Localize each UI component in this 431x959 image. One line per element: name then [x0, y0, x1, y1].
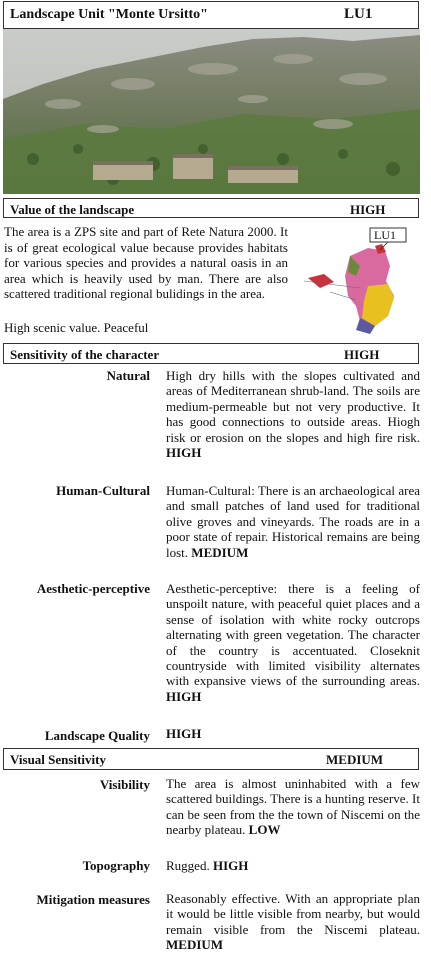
- visibility-text: The area is almost uninhabited with a few scattered buildings. There is a hunting reserve. It can be seen from the the town of Niscemi on the nearby plateau.: [166, 776, 420, 838]
- topography-value: HIGH: [212, 858, 249, 873]
- sensitivity-section-label: Sensitivity of the character: [10, 347, 160, 362]
- value-section-header: [3, 198, 419, 218]
- natural-value: HIGH: [166, 445, 202, 461]
- mitigation-value: MEDIUM: [166, 937, 224, 953]
- scenic-value: High scenic value. Peaceful: [4, 320, 149, 335]
- topography-text: Rugged.: [166, 858, 210, 873]
- aesthetic-text: Aesthetic-perceptive: there is a feeling of unspoilt nature, with peaceful quiet places and a sense of isolation with white rocky outcrops alternating with green vegetation. The character of the country is accentuated. Closeknit countryside with limited visibility alternates with expansive views of the surrounding areas.: [166, 581, 420, 689]
- visual-section-rating: MEDIUM: [326, 752, 384, 767]
- natural-description: [166, 368, 420, 460]
- landscape-photo: [3, 29, 420, 194]
- aesthetic-value: HIGH: [166, 688, 202, 704]
- value-section-rating: HIGH: [350, 202, 386, 217]
- map-label: LU1: [374, 228, 396, 242]
- value-section-label: Value of the landscape: [10, 202, 135, 217]
- visual-section-header: [3, 748, 419, 770]
- human-cultural-label: Human-Cultural: [56, 483, 150, 498]
- human-cultural-description: [166, 483, 420, 560]
- page-title: Landscape Unit "Monte Ursitto": [10, 7, 208, 22]
- mitigation-description: [166, 891, 420, 953]
- sensitivity-section-header: [3, 343, 419, 364]
- human-cultural-value: MEDIUM: [191, 544, 249, 560]
- visual-section-label: Visual Sensitivity: [10, 752, 106, 767]
- aesthetic-label: Aesthetic-perceptive: [36, 581, 150, 596]
- mitigation-text: Reasonably effective. With an appropriate plan it would be little visible from nearby, but would remain visible from the Niscemi plateau.: [166, 891, 420, 937]
- aesthetic-description: [166, 581, 420, 704]
- unit-code: LU1: [344, 6, 373, 22]
- topography-description: [166, 858, 420, 873]
- sensitivity-section-rating: HIGH: [344, 347, 380, 362]
- value-description: The area is a ZPS site and part of Rete Natura 2000. It is of great ecological value because provides habitats for various species and provides a natural oasis in an area which is heavily used by man. There are also scattered traditional regional bulidings in the area.: [4, 224, 288, 302]
- visibility-value: LOW: [248, 822, 281, 838]
- visibility-description: [166, 776, 420, 838]
- visibility-label: Visibility: [99, 777, 150, 792]
- natural-label: Natural: [106, 368, 150, 383]
- topography-label: Topography: [82, 858, 150, 873]
- natural-text: High dry hills with the slopes cultivated and areas of Mediterranean shrub-land. The soils are medium-permeable but not very productive. It has good connections to outside areas. Hiogh risk or erosion on the slopes and high fire risk.: [166, 368, 420, 445]
- title-bar: [3, 1, 419, 29]
- human-cultural-text: Human-Cultural: There is an archaeological area and small patches of land used for traditional olive groves and vineyards. The roads are in a poor state of repair. Historical remains are being lost.: [166, 483, 420, 560]
- landscape-quality-value: HIGH: [166, 726, 202, 741]
- mitigation-label: Mitigation measures: [36, 892, 150, 907]
- landscape-quality-label: Landscape Quality: [44, 728, 150, 743]
- location-map: [290, 226, 420, 336]
